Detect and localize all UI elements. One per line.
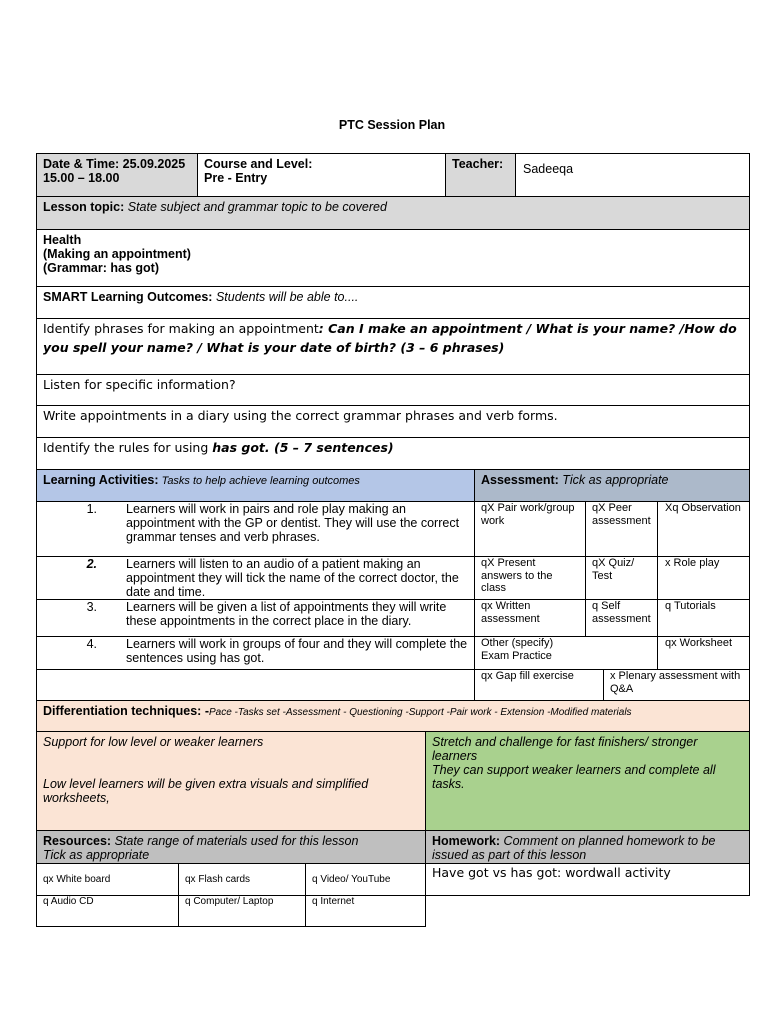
lesson-topic-line2: (Making an appointment) bbox=[43, 247, 191, 261]
assess-quiz bbox=[585, 556, 658, 600]
activities-header bbox=[36, 469, 475, 502]
activity-row-2 bbox=[36, 556, 475, 600]
teacher-label-cell bbox=[445, 153, 516, 197]
page-title: PTC Session Plan bbox=[338, 118, 446, 132]
lesson-topic-hint: State subject and grammar topic to be covered bbox=[124, 200, 387, 214]
low-level-support bbox=[36, 731, 426, 831]
differentiation-header bbox=[36, 700, 750, 732]
resource-internet-text: q Internet bbox=[312, 896, 355, 907]
lesson-topic-line3: (Grammar: has got) bbox=[43, 261, 159, 275]
outcome-2-text: Listen for specific information? bbox=[43, 377, 236, 392]
assess-written bbox=[474, 599, 586, 637]
teacher-label: Teacher: bbox=[452, 157, 504, 171]
outcome-1-start: Identify phrases for making an appointment bbox=[43, 321, 319, 336]
smart-header bbox=[36, 286, 750, 319]
assess-plenary-text: x Plenary assessment with Q&A bbox=[610, 670, 741, 695]
outcome-4-start: Identify the rules for using bbox=[43, 440, 213, 455]
assess-self bbox=[585, 599, 658, 637]
assess-pair-work-text: qX Pair work/group work bbox=[481, 502, 575, 527]
resource-flash-cards bbox=[178, 863, 306, 896]
assess-worksheet-text: qx Worksheet bbox=[665, 637, 733, 649]
activity-row-3 bbox=[36, 599, 475, 637]
resource-whiteboard bbox=[36, 863, 179, 896]
assess-worksheet bbox=[657, 636, 750, 670]
stretch-title: Stretch and challenge for fast finishers/ stronger learners bbox=[432, 735, 698, 763]
assess-present bbox=[474, 556, 586, 600]
resource-audio-cd-text: q Audio CD bbox=[43, 896, 94, 907]
activity-row-1 bbox=[36, 501, 475, 557]
lesson-topic-body bbox=[36, 229, 750, 287]
assess-peer bbox=[585, 501, 658, 557]
date-time-label: Date & Time: 25.09.2025 bbox=[43, 157, 186, 171]
assess-gap-fill bbox=[474, 669, 604, 701]
activity-row-4 bbox=[36, 636, 475, 670]
activity-text-3: Learners will be given a list of appointments they will write these appointments in the correct place in the diary. bbox=[126, 600, 447, 628]
assess-role-play-text: x Role play bbox=[665, 557, 720, 569]
assessment-header bbox=[474, 469, 750, 502]
course-value: Pre - Entry bbox=[204, 171, 268, 185]
resource-computer bbox=[178, 895, 306, 927]
resources-label: Resources: bbox=[43, 834, 112, 848]
outcome-3 bbox=[36, 405, 750, 438]
outcome-3-text: Write appointments in a diary using the correct grammar phrases and verb forms. bbox=[43, 408, 558, 423]
resource-video bbox=[305, 863, 426, 896]
assess-role-play bbox=[657, 556, 750, 600]
resource-internet bbox=[305, 895, 426, 927]
lesson-topic-header bbox=[36, 196, 750, 230]
differentiation-items: Pace -Tasks set -Assessment - Questioning -Support -Pair work - Extension -Modified materials bbox=[208, 707, 632, 718]
teacher-value: Sadeeqa bbox=[523, 162, 574, 176]
activity-text-2: Learners will listen to an audio of a patient making an appointment they will tick the name of the correct doctor, the date and time. bbox=[126, 557, 459, 599]
lesson-topic-line1: Health bbox=[43, 233, 82, 247]
low-level-text: Low level learners will be given extra visuals and simplified worksheets, bbox=[43, 777, 369, 805]
course-cell bbox=[197, 153, 446, 197]
resource-flash-cards-text: qx Flash cards bbox=[185, 874, 251, 885]
homework-body bbox=[425, 863, 750, 896]
resources-hint: State range of materials used for this lesson bbox=[111, 834, 359, 848]
smart-label: SMART Learning Outcomes: bbox=[43, 290, 213, 304]
activity-num-3: 3. bbox=[86, 600, 97, 614]
assess-pair-work bbox=[474, 501, 586, 557]
assess-plenary bbox=[603, 669, 750, 701]
course-label: Course and Level: bbox=[204, 157, 313, 171]
time-range: 15.00 – 18.00 bbox=[43, 171, 120, 185]
assess-other bbox=[474, 636, 658, 670]
assess-self-text: q Self assessment bbox=[592, 600, 651, 625]
resources-header bbox=[36, 830, 426, 864]
homework-header bbox=[425, 830, 750, 864]
activity-row-empty bbox=[36, 669, 475, 701]
resource-video-text: q Video/ YouTube bbox=[312, 874, 391, 885]
outcome-4 bbox=[36, 437, 750, 470]
activities-label: Learning Activities: bbox=[43, 473, 159, 487]
assess-gap-fill-text: qx Gap fill exercise bbox=[481, 670, 574, 682]
teacher-value-cell bbox=[515, 153, 750, 197]
activities-hint: Tasks to help achieve learning outcomes bbox=[158, 475, 360, 487]
stretch-challenge bbox=[425, 731, 750, 831]
activity-num-1: 1. bbox=[86, 502, 97, 516]
assess-other-text: Other (specify) bbox=[481, 637, 554, 649]
assess-tutorials-text: q Tutorials bbox=[665, 600, 716, 612]
assessment-hint: Tick as appropriate bbox=[558, 473, 669, 487]
lesson-topic-label: Lesson topic: bbox=[43, 200, 125, 214]
low-level-title: Support for low level or weaker learners bbox=[43, 735, 264, 749]
outcome-1 bbox=[36, 318, 750, 375]
homework-hint: Comment on planned homework to be issued as part of this lesson bbox=[432, 834, 716, 862]
assess-observation bbox=[657, 501, 750, 557]
assess-peer-text: qX Peer assessment bbox=[592, 502, 651, 527]
smart-hint: Students will be able to.... bbox=[212, 290, 359, 304]
assessment-label: Assessment: bbox=[481, 473, 559, 487]
resources-hint-2: Tick as appropriate bbox=[43, 848, 150, 862]
activity-num-2: 2. bbox=[86, 557, 97, 571]
activity-text-1: Learners will work in pairs and role play making an appointment with the GP or dentist. They will use the correct grammar tenses and verb phrases. bbox=[126, 502, 460, 544]
assess-quiz-text: qX Quiz/ Test bbox=[592, 557, 635, 582]
assess-observation-text: Xq Observation bbox=[665, 502, 741, 514]
resource-computer-text: q Computer/ Laptop bbox=[185, 896, 274, 907]
resource-whiteboard-text: qx White board bbox=[43, 874, 111, 885]
assess-written-text: qx Written assessment bbox=[481, 600, 540, 625]
activity-text-4: Learners will work in groups of four and they will complete the sentences using has got. bbox=[126, 637, 468, 665]
outcome-4-emph: has got. (5 – 7 sentences) bbox=[212, 440, 394, 455]
resource-audio-cd bbox=[36, 895, 179, 927]
outcome-1-phrases: : Can I make an appointment / What is your name? /How do you spell your name? / What is your date of birth? (3 – 6 phrases) bbox=[43, 321, 737, 355]
assess-tutorials bbox=[657, 599, 750, 637]
outcome-2 bbox=[36, 374, 750, 406]
differentiation-label: Differentiation techniques: - bbox=[43, 704, 209, 718]
homework-value: Have got vs has got: wordwall activity bbox=[432, 865, 671, 880]
assess-present-text: qX Present answers to the class bbox=[481, 557, 553, 594]
activity-num-4: 4. bbox=[86, 637, 97, 651]
assess-exam-text: Exam Practice bbox=[481, 649, 552, 662]
stretch-text: They can support weaker learners and complete all tasks. bbox=[432, 763, 716, 791]
homework-label: Homework: bbox=[432, 834, 501, 848]
date-time-cell bbox=[36, 153, 198, 197]
